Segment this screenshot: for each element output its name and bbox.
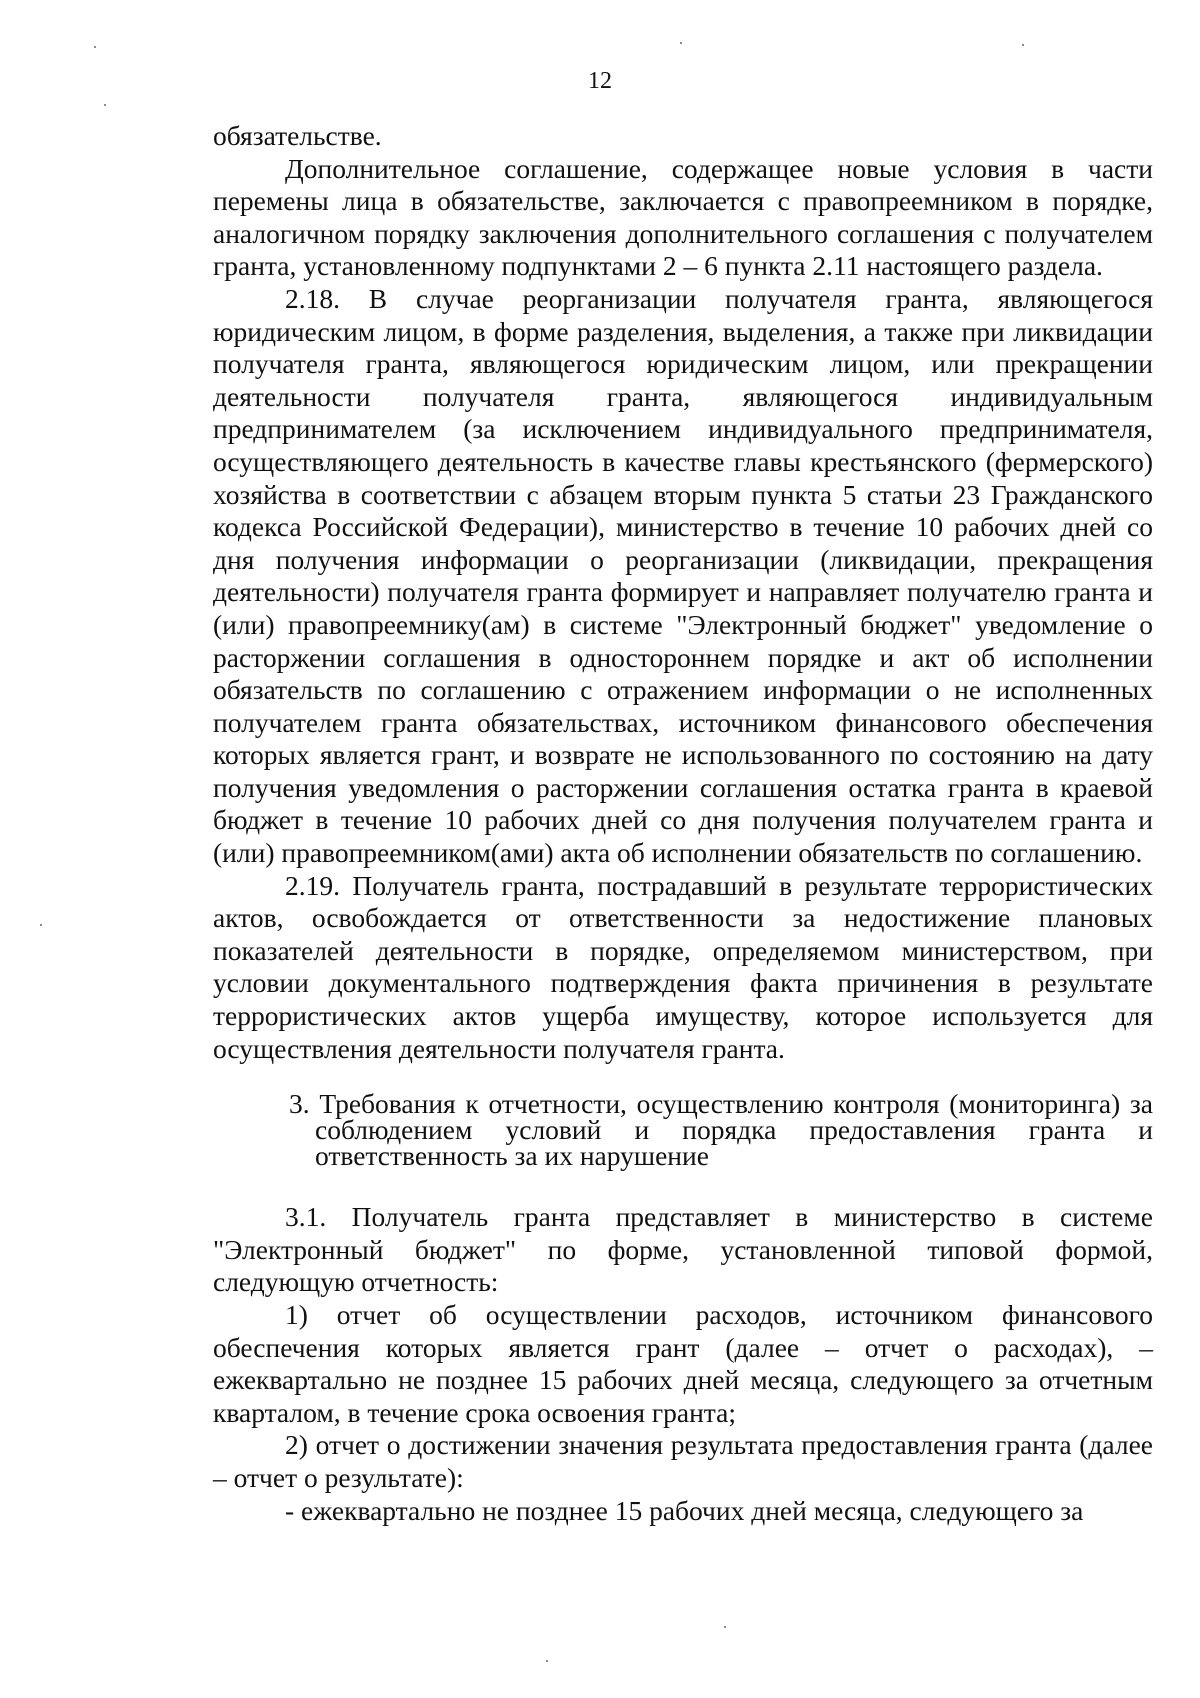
paragraph: 2.19. Получатель гранта, пострадавший в результате террористических актов, освобождается от ответственности за недостижение плановых показателей деятельности в порядке, определяемом министерством, при условии документального подтверждения факта причинения в результате террористических актов ущерба имуществу, которое используется для осуществления деятельности получателя гранта. bbox=[213, 869, 1153, 1064]
paragraph: Дополнительное соглашение, содержащее новые условия в части перемены лица в обязательстве, заключается с правопреемником в порядке, аналогичном порядку заключения дополнительного соглашения с получателем гранта, установленному подпунктами 2 – 6 пункта 2.11 настоящего раздела. bbox=[213, 152, 1153, 282]
scan-speck bbox=[680, 42, 682, 44]
paragraph: 3.1. Получатель гранта представляет в министерство в системе "Электронный бюджет" по форме, установленной типовой формой, следующую отчетность: bbox=[213, 1201, 1153, 1298]
list-item: 2) отчет о достижении значения результата предоставления гранта (далее – отчет о результате): bbox=[213, 1429, 1153, 1493]
scan-speck bbox=[104, 104, 106, 106]
section-heading: 3. Требования к отчетности, осуществлению контроля (мониторинга) за соблюдением условий и порядка предоставления гранта и ответственность за их нарушение bbox=[289, 1088, 1153, 1172]
scan-speck bbox=[724, 1626, 726, 1628]
scan-speck bbox=[546, 1660, 548, 1662]
list-item: - ежеквартально не позднее 15 рабочих дней месяца, следующего за bbox=[285, 1494, 1084, 1526]
scan-speck bbox=[40, 924, 42, 926]
scan-speck bbox=[1022, 44, 1024, 46]
paragraph: обязательстве. bbox=[213, 120, 382, 151]
list-item: 1) отчет об осуществлении расходов, источником финансового обеспечения которых является грант (далее – отчет о расходах), – ежеквартально не позднее 15 рабочих дней месяца, следующего за отчетным кварталом, в течение срока освоения гранта; bbox=[213, 1299, 1153, 1428]
paragraph: 2.18. В случае реорганизации получателя гранта, являющегося юридическим лицом, в форме разделения, выделения, а также при ликвидации получателя гранта, являющегося юридическим лицом, или прекращении деятельности получателя гранта, являющегося индивидуальным предпринимателем (за исключением индивидуального предпринимателя, осуществляющего деятельность в качестве главы крестьянского (фермерского) хозяйства в соответствии с абзацем вторым пункта 5 статьи 23 Гражданского кодекса Российской Федерации), министерство в течение 10 рабочих дней со дня получения информации о реорганизации (ликвидации, прекращения деятельности) получателя гранта формирует и направляет получателю гранта и (или) правопреемнику(ам) в системе "Электронный бюджет" уведомление о расторжении соглашения в одностороннем порядке и акт об исполнении обязательств по соглашению с отражением информации о не исполненных получателем гранта обязательствах, источником финансового обеспечения которых является грант, и возврате не использованного по состоянию на дату получения уведомления о расторжении соглашения остатка гранта в краевой бюджет в течение 10 рабочих дней со дня получения получателем гранта и (или) правопреемником(ами) акта об исполнении обязательств по соглашению. bbox=[213, 282, 1153, 869]
document-body bbox=[213, 120, 1153, 1527]
spacer bbox=[213, 1169, 1153, 1201]
page-number: 12 bbox=[588, 68, 612, 94]
scan-speck bbox=[94, 46, 96, 48]
